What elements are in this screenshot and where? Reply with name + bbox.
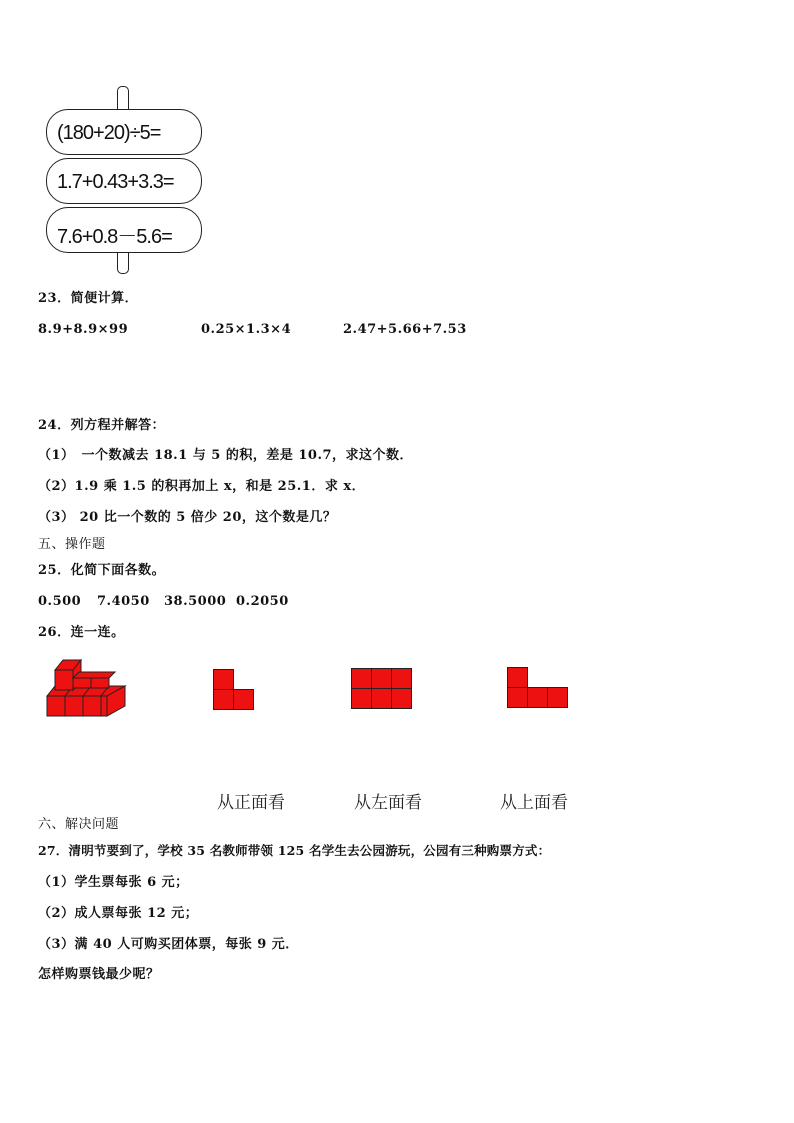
calc-expression: (180+20)÷5= <box>57 122 161 144</box>
q25-number: 0.500 <box>38 594 82 609</box>
q27-question: 怎样购票钱最少呢？ <box>38 967 160 982</box>
q23-title: 23．简便计算． <box>38 291 139 306</box>
calc-pill <box>46 109 202 155</box>
cube-face <box>101 696 107 716</box>
view-label: 从正面看 <box>217 793 285 813</box>
square-cell <box>392 689 412 709</box>
q24-item: （1） 一个数减去 18.1 与 5 的积，差是 10.7，求这个数． <box>38 448 414 463</box>
q23-expr: 8.9+8.9×99 <box>38 322 129 337</box>
q23-expr: 2.47+5.66+7.53 <box>343 322 467 337</box>
square-cell <box>372 689 392 709</box>
cube-top-face <box>73 672 115 678</box>
cube-solid-figure <box>46 656 126 718</box>
square-cell <box>352 669 372 689</box>
calc-pill <box>46 158 202 204</box>
q27-option: （3）满 40 人可购买团体票，每张 9 元． <box>38 937 299 952</box>
view-l-shape <box>213 669 255 711</box>
calc-expression: 7.6+0.8－5.6= <box>57 226 172 248</box>
q24-item: （2）1.9 乘 1.5 的积再加上 x，和是 25.1．求 x． <box>38 479 366 494</box>
square-cell <box>508 688 528 708</box>
q25-number: 7.4050 <box>97 594 150 609</box>
square-cell <box>372 669 392 689</box>
cube-face <box>83 696 101 716</box>
square-cell <box>548 688 568 708</box>
cube-face <box>47 696 65 716</box>
q23-expr: 0.25×1.3×4 <box>201 322 292 337</box>
square-cell <box>392 669 412 689</box>
square-cell <box>214 690 234 710</box>
section-title: 五、操作题 <box>38 537 106 552</box>
square-cell <box>528 688 548 708</box>
q27-title: 27．清明节要到了，学校 35 名教师带领 125 名学生去公园游玩，公园有三种购票方式： <box>38 843 551 858</box>
q25-title: 25．化简下面各数。 <box>38 563 166 578</box>
calc-pill <box>46 207 202 253</box>
view-long-l-shape <box>507 667 569 709</box>
q26-title: 26．连一连。 <box>38 625 125 640</box>
section-title: 六、解决问题 <box>38 817 120 832</box>
view-label: 从上面看 <box>500 793 568 813</box>
q25-number: 0.2050 <box>236 594 289 609</box>
square-cell <box>508 668 528 688</box>
q27-option: （1）学生票每张 6 元； <box>38 875 189 890</box>
square-cell <box>214 670 234 690</box>
q24-item: （3） 20 比一个数的 5 倍少 20，这个数是几？ <box>38 510 337 525</box>
q24-title: 24．列方程并解答： <box>38 418 166 433</box>
cube-face <box>73 678 91 688</box>
square-cell <box>234 690 254 710</box>
q25-number: 38.5000 <box>164 594 227 609</box>
cube-face <box>55 670 73 690</box>
view-grid-shape <box>351 668 413 710</box>
square-cell <box>352 689 372 709</box>
view-label: 从左面看 <box>354 793 422 813</box>
calc-expression: 1.7+0.43+3.3= <box>57 171 174 193</box>
cube-face <box>91 678 109 688</box>
q27-option: （2）成人票每张 12 元； <box>38 906 199 921</box>
cube-face <box>65 696 83 716</box>
